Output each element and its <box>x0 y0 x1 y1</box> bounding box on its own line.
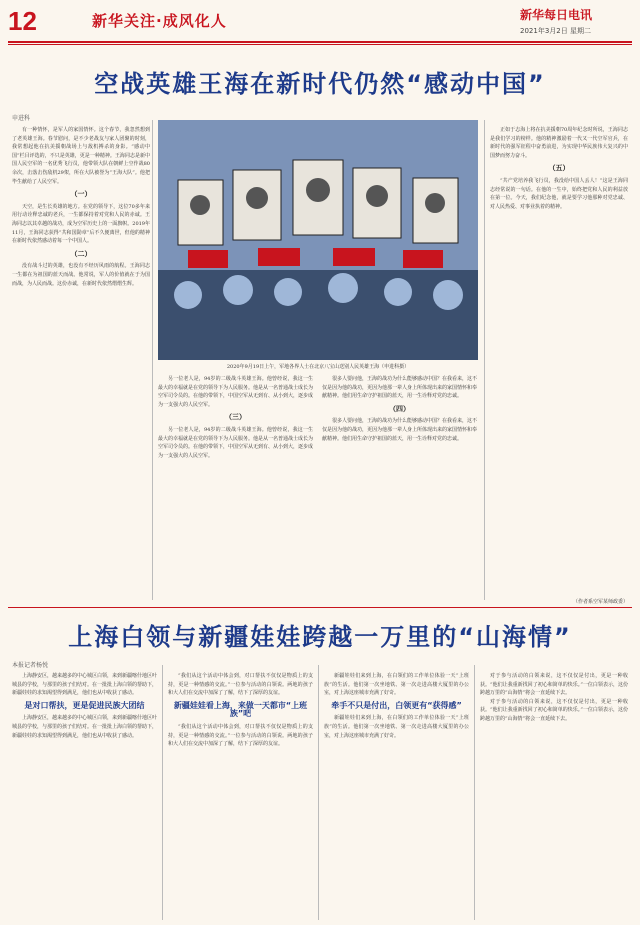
article2-column-2 <box>168 672 313 917</box>
article1-paragraph: 另一位老人是，94岁的二级战斗英雄王海。他曾经说，我这一生最大的幸福就是在党的领导下为人民服务。他是从一名普通战士成长为空军司令员的。在他的带领下，中国空军从无到有、从小到大，逐步成为一支强大的人民空军。 <box>158 376 313 408</box>
masthead: 新华每日电讯 <box>520 8 593 22</box>
crowd-with-portraits-image <box>158 120 478 360</box>
article1-paragraph: 没有战斗过的英雄，也没有不经历风雨的航程。王海同志一生都在为祖国的蓝天而战。他常说，军人的价值就在于为国而战，为人民而战。这份赤诚，在新时代依然熠熠生辉。 <box>12 263 150 287</box>
article1-paragraph: 天空，是生长英雄的地方。在党的领导下，这位70多年来用行动诠释忠诚的老兵，一生都保持着对党和人民的赤诚。王海同志以其卓越的战功，成为空军历史上的一面旗帜。2019年11月，王海同志获得“共和国勋章”后不久便离世，但他的精神在新时代依然感动着每一个中国人。 <box>12 203 150 245</box>
section-marker: （二） <box>70 249 92 258</box>
article2-paragraph: 上海静安区，越来越多的中心城区白领，来到新疆喀什地区叶城县的学校，与那里的孩子们结对。在一批批上海白领的帮助下，新疆娃娃的求知渴望得到满足，他们也从中收获了感动。 <box>12 673 157 697</box>
section-marker: （四） <box>389 404 410 413</box>
article2-paragraph: 对于参与活动的白领来说，这不仅仅是付出，更是一种收获。“他们让我重新找回了初心和简单的快乐。”一位白领表示，这份跨越万里的“山海情”将会一直延续下去。 <box>480 698 628 722</box>
article2-paragraph: 上海静安区，越来越多的中心城区白领，来到新疆喀什地区叶城县的学校，与那里的孩子们结对。在一批批上海白领的帮助下，新疆娃娃的求知渴望得到满足，他们也从中收获了感动。 <box>12 715 157 739</box>
article1-column-1 <box>12 126 150 606</box>
article2-headline: 上海白领与新疆娃娃跨越一万里的“山海情” <box>68 623 572 651</box>
article1-column-2 <box>158 375 313 605</box>
article2-byline: 本报记者杨悦 <box>12 662 49 669</box>
photo-caption: 2020年9月19日上午，军地各界人士在北京八宝山送别人民英雄王海（申进科摄） <box>226 364 410 370</box>
article1-paragraph: 另一位老人是，94岁的二级战斗英雄王海。他曾经说，我这一生最大的幸福就是在党的领导下为人民服务。他是从一名普通战士成长为空军司令员的。在他的带领下，中国空军从无到有、从小到大，逐步成为一支强大的人民空军。 <box>158 426 313 459</box>
section-title: 新华关注·成风化人 <box>92 12 227 30</box>
header-rule <box>8 41 632 43</box>
section-marker: （三） <box>225 413 246 422</box>
header-rule-thin <box>8 44 632 45</box>
article1-headline: 空战英雄王海在新时代仍然“感动中国” <box>94 70 546 98</box>
page-number: 12 <box>8 6 37 36</box>
article1-paragraph: 很多人要问他，王海的战功为什么能够感动中国？在我看来，这不仅是因为他的战功，更因为他那一辈人身上所体现出来的家国情怀和奉献精神。他们用生命守护祖国的蓝天，用一生诠释对党的忠诚。 <box>322 418 477 442</box>
section-marker: （五） <box>548 164 570 173</box>
article2-subhead: 牵手不只是付出，白领更有“获得感” <box>331 700 462 710</box>
article1-column-3 <box>322 375 477 605</box>
article2-column-4 <box>480 672 628 917</box>
article1-paragraph: 很多人要问他，王海的战功为什么能够感动中国？在我看来，这不仅是因为他的战功，更因为他那一辈人身上所体现出来的家国情怀和奉献精神。他们用生命守护祖国的蓝天，用一生诠释对党的忠诚。 <box>322 376 477 400</box>
article1-paragraph: “共产党培养我飞行员，我没给中国人丢人！”这是王海同志经常说的一句话。在他的一生中，始终把党和人民的利益放在第一位。今天，我们纪念他，就是要学习他那种对党忠诚、对人民热爱、对事业执着的精神。 <box>490 177 628 210</box>
article1-photo <box>158 120 478 360</box>
section-marker: （一） <box>70 190 92 199</box>
column-divider <box>474 665 475 920</box>
article1-byline: 申进科 <box>12 115 31 122</box>
column-divider <box>162 665 163 920</box>
article2-paragraph: 对于参与活动的白领来说，这不仅仅是付出，更是一种收获。“他们让我重新找回了初心和简单的快乐。”一位白领表示，这份跨越万里的“山海情”将会一直延续下去。 <box>480 673 628 697</box>
article2-paragraph: 新疆娃娃们来到上海，在白领们的工作单位体验一天“上班族”的生活。他们第一次坐地铁、第一次走进高楼大厦里的办公室，对上海这座城市充满了好奇。 <box>324 673 469 697</box>
article-divider <box>8 607 632 608</box>
column-divider <box>318 665 319 920</box>
article2-paragraph: 新疆娃娃们来到上海，在白领们的工作单位体验一天“上班族”的生活。他们第一次坐地铁、第一次走进高楼大厦里的办公室，对上海这座城市充满了好奇。 <box>324 715 469 739</box>
article1-paragraph: 正如于志海上将在抗美援朝70周年纪念时所说，王海同志是我们学习的榜样。他的精神激励着一代又一代空军官兵，在新时代的强军征程中奋勇前进，为实现中华民族伟大复兴的中国梦而努力奋斗。 <box>490 127 628 159</box>
article2-subhead: 新疆娃娃看上海，来做一天都市“上班族”吧 <box>173 700 308 719</box>
issue-date: 2021年3月2日 星期二 <box>520 27 591 35</box>
article1-signature: （作者系空军某师政委） <box>572 599 628 605</box>
article1-paragraph: 有一种情怀，是军人的家国情怀。这个春节，我忽然想到了老英雄王海。春节慰问，是不少老战友与家人团聚的时刻，我常想起他在抗美援朝战场上与敌机搏杀的身影。“感动中国”栏目评选的，不只是英雄，更是一种精神。王海同志是新中国人民空军的一名优秀飞行员，他带领大队在朝鲜上空作战80余次，击落击伤敌机29架，所在大队被誉为“王海大队”。他把毕生献给了人民空军。 <box>12 127 150 185</box>
article1-column-4 <box>490 126 628 596</box>
article2-subhead: 是对口帮扶，更是促进民族大团结 <box>24 700 145 710</box>
article2-column-1 <box>12 672 157 917</box>
column-divider <box>484 120 485 600</box>
article2-paragraph: “我们从这个活动中体会到，对口帮扶不仅仅是物质上的支持，更是一种情感的交流。”一位参与活动的白领说。两地的孩子和大人们在交流中加深了了解，结下了深厚的友谊。 <box>168 673 313 697</box>
column-divider <box>152 120 153 600</box>
article2-paragraph: “我们从这个活动中体会到，对口帮扶不仅仅是物质上的支持，更是一种情感的交流。”一位参与活动的白领说。两地的孩子和大人们在交流中加深了了解，结下了深厚的友谊。 <box>168 723 313 748</box>
article2-column-3 <box>324 672 469 917</box>
